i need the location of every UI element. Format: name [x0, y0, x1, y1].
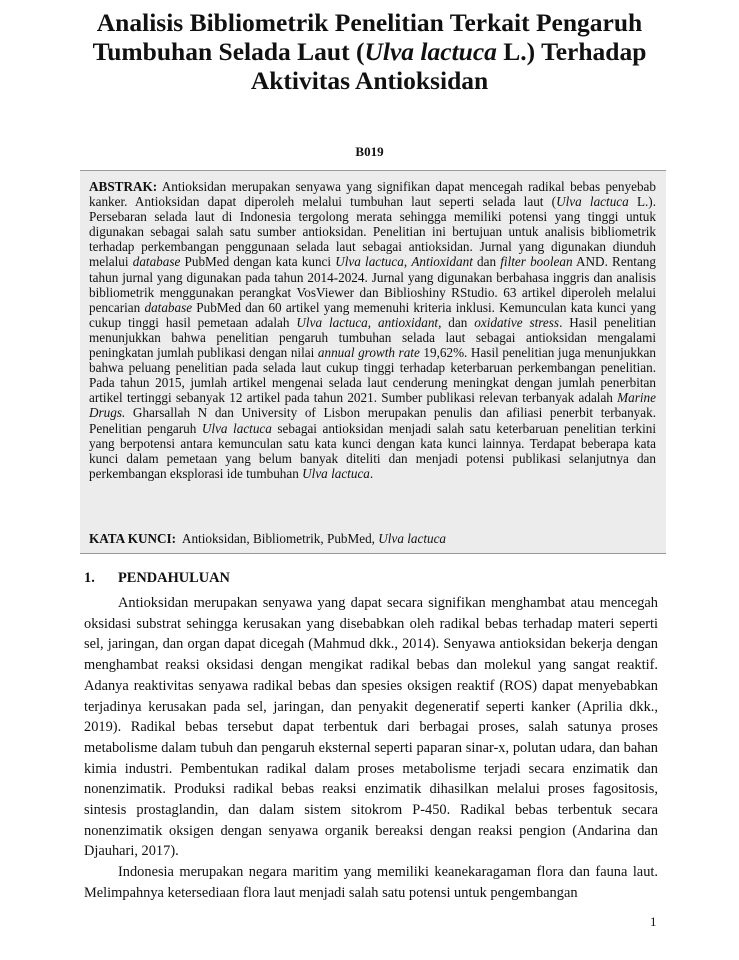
section-title: PENDAHULUAN: [118, 570, 230, 586]
abstract-box: [80, 170, 666, 554]
section-number: 1.: [84, 570, 95, 586]
section-heading: [84, 570, 230, 587]
page-number: 1: [650, 914, 657, 929]
abstract-label: ABSTRAK:: [89, 179, 158, 194]
title-species-name: Ulva lactuca: [364, 37, 497, 66]
abstract-text: ABSTRAK: Antioksidan merupakan senyawa yang signifikan dapat mencegah radikal bebas penyebab kanker. Antioksidan dapat diperoleh melalui tumbuhan laut seperti selada laut (Ulva lactuca L.). Persebaran selada laut di Indonesia tergolong merata sehingga memiliki potensi yang tinggi untuk digunakan sebagai salah satu sumber antioksidan. Penelitian ini bertujuan untuk analisis bibliometrik terhadap perkembangan penggunaan selada laut sebagai antioksidan. Jurnal yang digunakan diunduh melalui database PubMed dengan kata kunci Ulva lactuca, Antioxidant dan filter boolean AND. Rentang tahun jurnal yang digunakan pada tahun 2014-2024. Jurnal yang digunakan berbahasa inggris dan analisis bibliometrik menggunakan perangkat VosViewer dan Biblioshiny RStudio. 63 artikel diperoleh melalui pencarian database PubMed dan 60 artikel yang memenuhi kriteria inklusi. Kemunculan kata kunci yang cukup tinggi hasil pemetaan adalah Ulva lactuca, antioxidant, dan oxidative stress. Hasil penelitian menunjukkan bahwa penelitian pengaruh tumbuhan selada laut sebagai antioksidan mengalami peningkatan jumlah publikasi dengan nilai annual growth rate 19,62%. Hasil penelitian juga menunjukkan bahwa peluang penelitian pada selada laut cukup tinggi terhadap keterbaruan perkembangan penelitian. Pada tahun 2015, jumlah artikel mengenai selada laut cenderung meningkat dengan jumlah penerbitan artikel tertinggi sebanyak 12 artikel pada tahun 2021. Sumber publikasi relevan terbanyak adalah Marine Drugs. Gharsallah N dan University of Lisbon merupakan penulis dan afiliasi penerbit terbanyak. Penelitian pengaruh Ulva lactuca sebagai antioksidan menjadi salah satu keterbaruan penelitian terkini yang berpotensi antara kemunculan satu kata kunci dengan kata kunci lainnya. Terdapat beberapa kata kunci dalam pemetaan yang belum banyak diteliti dan menjadi potensi publikasi selanjutnya dan perkembangan eksplorasi ide tumbuhan Ulva lactuca.: [89, 179, 657, 481]
paper-code: B019: [355, 144, 384, 159]
paragraph-1: Antioksidan merupakan senyawa yang dapat secara signifikan menghambat atau mencegah oksidasi substrat sehingga kerusakan yang disebabkan oleh radikal bebas terhadap materi seperti sel, jaringan, dan organ dapat dicegah (Mahmud dkk., 2014). Senyawa antioksidan bekerja dengan menghambat reaksi oksidasi dengan mengikat radikal bebas dan molekul yang sangat reaktif. Adanya reaktivitas senyawa radikal bebas dan spesies oksigen reaktif (ROS) dapat menyebabkan terjadinya kerusakan pada sel, jaringan, dan penyakit degeneratif seperti kanker (Aprilia dkk., 2019). Radikal bebas tersebut dapat terbentuk dari berbagai proses, salah satunya proses metabolisme dalam tubuh dan pengaruh eksternal seperti paparan sinar-x, polutan udara, dan bahan kimia industri. Pembentukan radikal dalam proses metabolisme terjadi secara enzimatik dan nonenzimatik. Produksi radikal bebas reaksi enzimatik dihasilkan melalui proses fagositosis, sintesis prostaglandin, dan dalam sistem sitokrom P-450. Radikal bebas terbentuk secara nonenzimatik oksigen dengan senyawa organik bereaksi dengan reaksi pengion (Andarina dan Djauhari, 2017).: [84, 595, 658, 860]
keywords-label: KATA KUNCI:: [89, 531, 177, 546]
paper-title: Analisis Bibliometrik Penelitian Terkait Pengaruh Tumbuhan Selada Laut (Ulva lactuca L.) Terhadap Aktivitas Antioksidan: [92, 8, 647, 95]
paragraph-2: Indonesia merupakan negara maritim yang memiliki keanekaragaman flora dan fauna laut. Melimpahnya ketersediaan flora laut menjadi salah satu potensi untuk pengembangan: [84, 864, 658, 901]
keywords: KATA KUNCI: Antioksidan, Bibliometrik, PubMed, Ulva lactuca: [89, 531, 447, 546]
section-body: [84, 593, 658, 904]
